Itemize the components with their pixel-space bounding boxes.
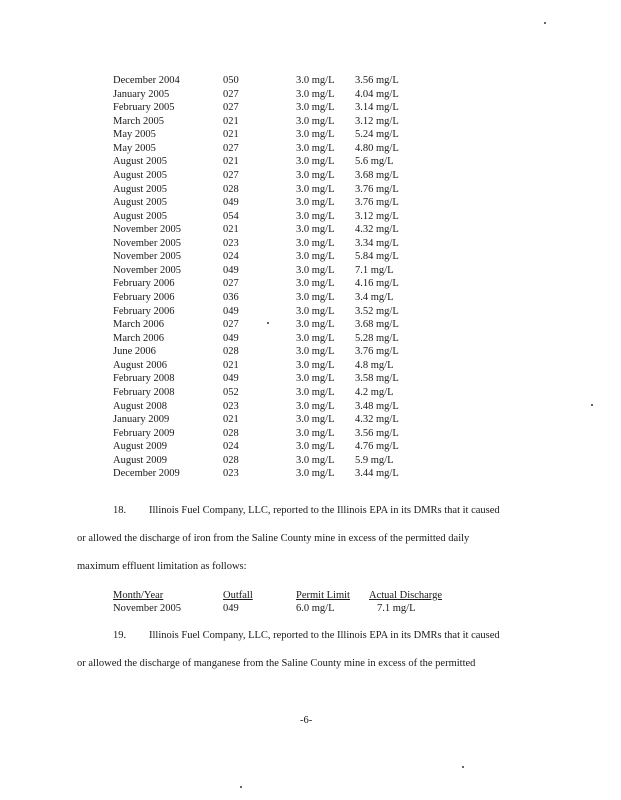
row-limit: 3.0 mg/L — [296, 400, 335, 412]
row-actual: 3.56 mg/L — [355, 75, 399, 86]
row-limit: 3.0 mg/L — [296, 129, 335, 141]
row-actual: 4.76 mg/L — [355, 441, 399, 453]
row-actual: 3.76 mg/L — [355, 197, 399, 209]
row-outfall: 027 — [223, 169, 239, 181]
row-outfall: 028 — [223, 454, 239, 466]
row-date: December 2009 — [113, 468, 180, 480]
row-date: August 2005 — [113, 169, 167, 181]
paragraph-18-text-1: Illinois Fuel Company, LLC, reported to the Illinois EPA in its DMRs that it caused — [149, 505, 500, 516]
row-limit: 3.0 mg/L — [296, 142, 335, 154]
row-actual: 5.84 mg/L — [355, 251, 399, 263]
row-date: November 2005 — [113, 224, 181, 236]
row-actual: 3.4 mg/L — [355, 292, 394, 303]
row-outfall: 049 — [223, 373, 239, 385]
row-actual: 3.14 mg/L — [355, 102, 399, 114]
row-date: February 2008 — [113, 386, 175, 398]
row-date: February 2006 — [113, 305, 175, 317]
row-actual: 3.48 mg/L — [355, 400, 399, 412]
row-outfall: 028 — [223, 183, 239, 195]
row-outfall: 021 — [223, 224, 239, 236]
row-actual: 4.8 mg/L — [355, 359, 394, 371]
row-date: November 2005 — [113, 251, 181, 263]
page-number: -6- — [300, 715, 313, 726]
row-outfall: 049 — [223, 332, 239, 344]
row-limit: 3.0 mg/L — [296, 414, 335, 426]
row-date: May 2005 — [113, 142, 156, 154]
row-actual: 4.80 mg/L — [355, 142, 399, 154]
row-actual: 3.68 mg/L — [355, 319, 399, 331]
row-date: March 2006 — [113, 319, 165, 331]
row-actual: 3.76 mg/L — [355, 183, 399, 195]
row-limit: 3.0 mg/L — [296, 373, 335, 385]
row-limit: 3.0 mg/L — [296, 210, 335, 222]
row-actual: 5.9 mg/L — [355, 454, 394, 466]
paragraph-19-line-1 — [113, 630, 500, 641]
row-date: August 2005 — [113, 210, 167, 222]
row-limit: 3.0 mg/L — [296, 468, 335, 480]
row-limit: 3.0 mg/L — [296, 305, 335, 317]
row-limit: 3.0 mg/L — [296, 197, 335, 209]
row-outfall: 021 — [223, 156, 239, 168]
row-actual: 3.56 mg/L — [355, 427, 399, 439]
row-limit: 3.0 mg/L — [296, 251, 335, 263]
row-outfall: 052 — [223, 386, 239, 398]
row-outfall: 021 — [223, 115, 239, 127]
row-actual: 3.12 mg/L — [355, 115, 399, 127]
row-actual: 5.6 mg/L — [355, 156, 394, 168]
row-limit: 3.0 mg/L — [296, 454, 335, 466]
row-limit: 3.0 mg/L — [296, 237, 335, 249]
row-outfall: 028 — [223, 427, 239, 439]
row-limit: 3.0 mg/L — [296, 427, 335, 439]
row-outfall: 021 — [223, 129, 239, 141]
row-limit: 3.0 mg/L — [296, 359, 335, 371]
row-date: August 2008 — [113, 400, 167, 412]
row-outfall: 027 — [223, 278, 239, 290]
row-outfall: 023 — [223, 400, 239, 412]
row-actual: 3.68 mg/L — [355, 169, 399, 181]
row-outfall: 023 — [223, 237, 239, 249]
paragraph-18-line-1 — [113, 505, 500, 516]
iron-row-outfall: 049 — [223, 603, 239, 614]
row-outfall: 027 — [223, 142, 239, 154]
row-outfall: 024 — [223, 251, 239, 263]
row-outfall: 054 — [223, 210, 239, 222]
row-limit: 3.0 mg/L — [296, 156, 335, 168]
row-date: August 2009 — [113, 454, 167, 466]
row-outfall: 021 — [223, 414, 239, 426]
row-limit: 3.0 mg/L — [296, 75, 335, 86]
row-date: January 2005 — [113, 88, 170, 100]
row-actual: 3.34 mg/L — [355, 237, 399, 249]
row-outfall: 027 — [223, 319, 239, 331]
iron-row-limit: 6.0 mg/L — [296, 603, 335, 614]
row-outfall: 027 — [223, 102, 239, 114]
row-limit: 3.0 mg/L — [296, 264, 335, 276]
row-limit: 3.0 mg/L — [296, 319, 335, 331]
row-outfall: 021 — [223, 359, 239, 371]
row-actual: 4.04 mg/L — [355, 88, 399, 100]
row-limit: 3.0 mg/L — [296, 224, 335, 236]
row-date: February 2006 — [113, 292, 175, 303]
row-date: March 2005 — [113, 115, 165, 127]
row-outfall: 049 — [223, 305, 239, 317]
row-actual: 5.28 mg/L — [355, 332, 399, 344]
row-date: August 2006 — [113, 359, 167, 371]
scan-speck — [591, 404, 593, 406]
row-actual: 3.76 mg/L — [355, 346, 399, 358]
row-actual: 3.52 mg/L — [355, 305, 399, 317]
scan-speck — [462, 766, 464, 768]
row-outfall: 049 — [223, 197, 239, 209]
row-outfall: 024 — [223, 441, 239, 453]
row-limit: 3.0 mg/L — [296, 346, 335, 358]
row-date: January 2009 — [113, 414, 170, 426]
row-outfall: 028 — [223, 346, 239, 358]
row-limit: 3.0 mg/L — [296, 278, 335, 290]
row-limit: 3.0 mg/L — [296, 102, 335, 114]
paragraph-19-number: 19. — [113, 630, 127, 641]
row-date: February 2006 — [113, 278, 175, 290]
row-actual: 4.2 mg/L — [355, 386, 394, 398]
scan-speck — [544, 22, 546, 24]
row-date: February 2005 — [113, 102, 175, 114]
row-date: November 2005 — [113, 264, 181, 276]
row-limit: 3.0 mg/L — [296, 386, 335, 398]
row-date: December 2004 — [113, 75, 180, 86]
row-date: August 2009 — [113, 441, 167, 453]
row-date: June 2006 — [113, 346, 156, 358]
scan-speck — [240, 786, 242, 788]
row-actual: 5.24 mg/L — [355, 129, 399, 141]
paragraph-18-line-3: maximum effluent limitation as follows: — [77, 561, 247, 572]
paragraph-18-number: 18. — [113, 505, 127, 516]
iron-row-date: November 2005 — [113, 603, 181, 614]
row-date: August 2005 — [113, 197, 167, 209]
row-date: February 2008 — [113, 373, 175, 385]
row-date: August 2005 — [113, 156, 167, 168]
row-date: November 2005 — [113, 237, 181, 249]
row-limit: 3.0 mg/L — [296, 169, 335, 181]
row-actual: 4.16 mg/L — [355, 278, 399, 290]
iron-row-actual: 7.1 mg/L — [377, 603, 416, 614]
row-outfall: 023 — [223, 468, 239, 480]
row-date: August 2005 — [113, 183, 167, 195]
paragraph-19-text-1: Illinois Fuel Company, LLC, reported to the Illinois EPA in its DMRs that it caused — [149, 630, 500, 641]
row-date: February 2009 — [113, 427, 175, 439]
row-actual: 3.12 mg/L — [355, 210, 399, 222]
row-limit: 3.0 mg/L — [296, 441, 335, 453]
header-outfall: Outfall — [223, 590, 253, 601]
row-actual: 4.32 mg/L — [355, 414, 399, 426]
header-permit-limit: Permit Limit — [296, 590, 350, 601]
row-limit: 3.0 mg/L — [296, 115, 335, 127]
row-limit: 3.0 mg/L — [296, 332, 335, 344]
row-outfall: 036 — [223, 292, 239, 303]
paragraph-18-line-2: or allowed the discharge of iron from the Saline County mine in excess of the permitted daily — [77, 533, 470, 544]
row-outfall: 049 — [223, 264, 239, 276]
header-actual-discharge: Actual Discharge — [369, 590, 442, 601]
header-month-year: Month/Year — [113, 590, 164, 601]
row-actual: 3.58 mg/L — [355, 373, 399, 385]
scan-speck — [267, 322, 269, 324]
row-limit: 3.0 mg/L — [296, 88, 335, 100]
row-actual: 7.1 mg/L — [355, 264, 394, 276]
row-date: March 2006 — [113, 332, 165, 344]
row-outfall: 050 — [223, 75, 239, 86]
row-actual: 3.44 mg/L — [355, 468, 399, 480]
row-outfall: 027 — [223, 88, 239, 100]
row-actual: 4.32 mg/L — [355, 224, 399, 236]
row-date: May 2005 — [113, 129, 156, 141]
paragraph-19-line-2: or allowed the discharge of manganese from the Saline County mine in excess of the permitted — [77, 658, 476, 669]
row-limit: 3.0 mg/L — [296, 183, 335, 195]
row-limit: 3.0 mg/L — [296, 292, 335, 303]
